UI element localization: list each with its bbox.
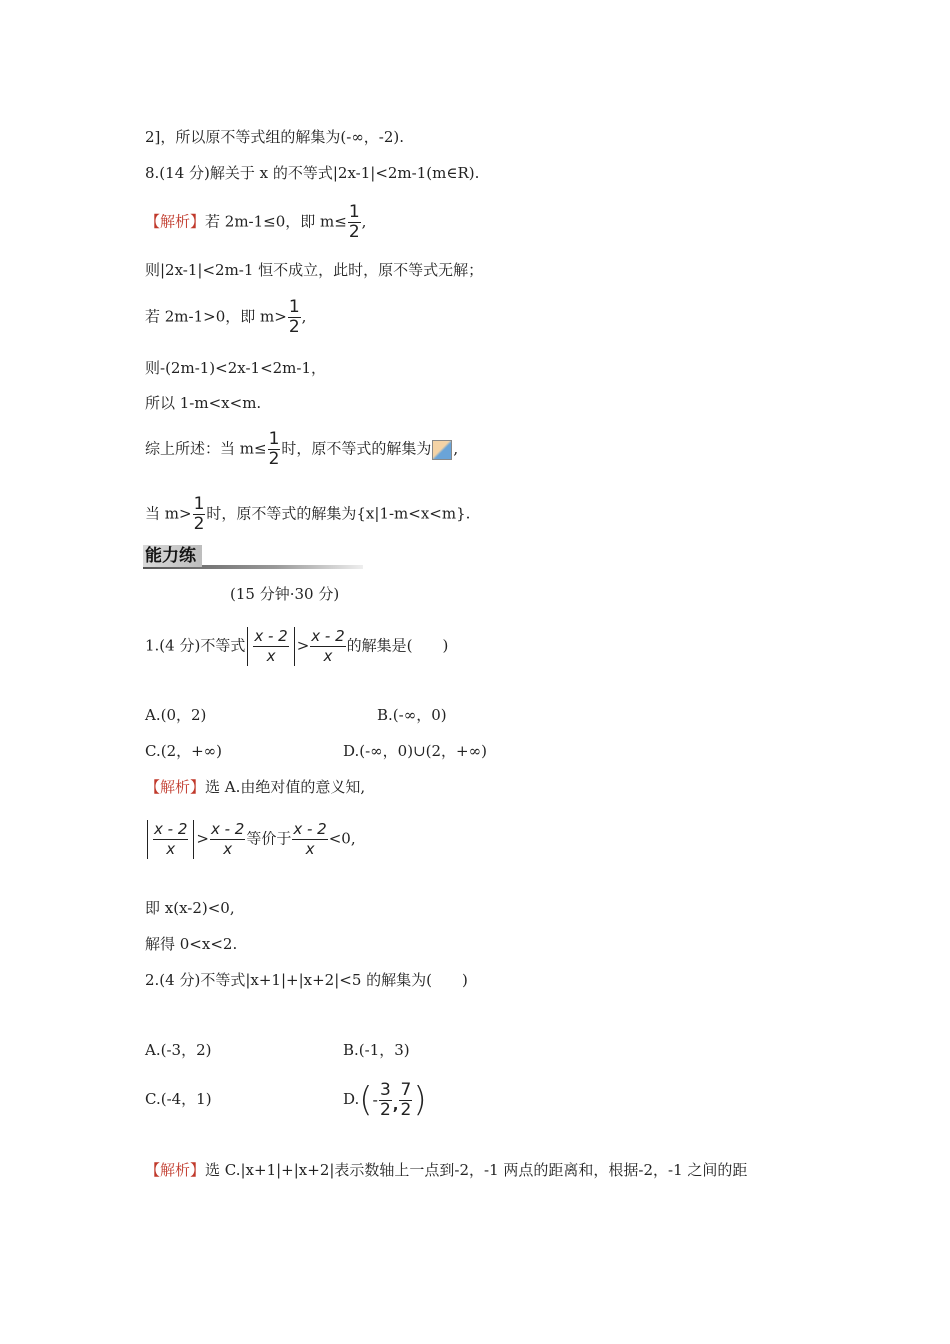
fraction-half	[193, 495, 206, 534]
option-c: C.(2，+∞)	[145, 742, 223, 760]
denominator: x	[253, 646, 288, 666]
text-segment: 时，原不等式的解集为{x|1-m<x<m}.	[206, 504, 471, 523]
numerator: 1	[193, 494, 205, 514]
solution-line	[145, 203, 366, 242]
denominator: 2	[400, 1099, 412, 1120]
denominator: 2	[193, 514, 205, 534]
text-line: 2]，所以原不等式组的解集为(-∞，-2).	[145, 128, 405, 146]
solution-line	[145, 1160, 747, 1180]
absolute-value	[147, 820, 194, 859]
minus-sign: -	[372, 1091, 378, 1109]
section-time: (15 分钟·30 分)	[230, 585, 340, 603]
option-label: D.	[343, 1090, 360, 1108]
text-segment: 综上所述：当 m≤	[145, 439, 267, 458]
numerator: 1	[348, 202, 360, 222]
question-1	[145, 627, 448, 666]
text-line	[145, 298, 306, 337]
denominator: 2	[268, 449, 280, 469]
question-8: 8.(14 分)解关于 x 的不等式|2x-1|<2m-1(m∈R).	[145, 164, 480, 182]
denominator: 2	[379, 1099, 391, 1120]
fraction	[153, 820, 188, 859]
option-d	[343, 1076, 427, 1128]
numerator: x - 2	[254, 627, 288, 645]
text-segment: 1.(4 分)不等式	[145, 636, 246, 655]
text-segment: 选 A.由绝对值的意义知,	[205, 778, 366, 796]
empty-set-icon	[432, 440, 452, 460]
option-a: A.(-3，2)	[145, 1041, 212, 1059]
text-segment: 等价于	[246, 829, 292, 848]
text-segment: 若 2m-1≤0，即 m≤	[205, 212, 347, 231]
text-segment: 的解集是( )	[346, 636, 449, 655]
text-line	[145, 430, 458, 469]
text-line	[145, 495, 470, 534]
numerator: x - 2	[311, 627, 345, 645]
text-segment: ,	[301, 307, 307, 326]
equation-line	[145, 820, 356, 859]
solution-line	[145, 777, 365, 797]
text-segment: 时，原不等式的解集为	[281, 439, 432, 458]
text-segment: ,	[361, 212, 367, 231]
option-d: D.(-∞，0)∪(2，+∞)	[343, 742, 487, 760]
fraction-half	[268, 430, 281, 469]
numerator: 1	[268, 429, 280, 449]
question-2: 2.(4 分)不等式|x+1|+|x+2|<5 的解集为( )	[145, 971, 468, 989]
section-title: 能力练	[143, 545, 202, 567]
denominator: x	[153, 839, 188, 859]
fraction	[310, 627, 345, 666]
text-segment: <0,	[328, 829, 356, 848]
numerator: x - 2	[293, 820, 327, 838]
denominator: 2	[288, 317, 300, 337]
denominator: x	[292, 839, 327, 859]
absolute-value	[247, 627, 294, 666]
text-segment: 若 2m-1>0，即 m>	[145, 307, 287, 326]
right-paren: )	[413, 1080, 427, 1120]
section-header	[143, 545, 363, 571]
fraction-half	[288, 298, 301, 337]
numerator: x - 2	[210, 820, 245, 838]
analysis-tag: 【解析】	[145, 778, 206, 796]
fraction	[292, 820, 327, 859]
option-a: A.(0，2)	[145, 706, 207, 724]
fraction	[399, 1081, 412, 1120]
denominator: x	[210, 839, 245, 859]
numerator: 1	[288, 297, 300, 317]
numerator: x - 2	[154, 820, 188, 838]
comma: ,	[392, 1096, 399, 1114]
option-b: B.(-1，3)	[343, 1041, 410, 1059]
text-segment: >	[296, 636, 310, 655]
fraction	[253, 627, 288, 666]
numerator: 3	[379, 1079, 391, 1100]
analysis-tag: 【解析】	[145, 212, 206, 231]
analysis-tag: 【解析】	[145, 1161, 206, 1179]
numerator: 7	[400, 1079, 412, 1100]
fraction	[210, 820, 245, 859]
option-c: C.(-4，1)	[145, 1090, 212, 1108]
denominator: 2	[348, 222, 360, 242]
text-segment: ,	[453, 439, 459, 458]
denominator: x	[310, 646, 345, 666]
text-line: 所以 1-m<x<m.	[145, 394, 262, 412]
text-segment: >	[196, 829, 209, 848]
fraction	[379, 1081, 392, 1120]
text-line: 解得 0<x<2.	[145, 935, 238, 953]
text-segment: 当 m>	[145, 504, 192, 523]
text-segment: 选 C.|x+1|+|x+2|表示数轴上一点到-2，-1 两点的距离和，根据-2，-1 之间的距	[205, 1161, 748, 1179]
option-b: B.(-∞，0)	[377, 706, 447, 724]
fraction-half	[348, 203, 361, 242]
text-line: 即 x(x-2)<0,	[145, 899, 235, 917]
text-line: 则|2x-1|<2m-1 恒不成立，此时，原不等式无解；	[145, 261, 484, 279]
text-line: 则-(2m-1)<2x-1<2m-1，	[145, 359, 327, 377]
left-paren: (	[359, 1080, 373, 1120]
